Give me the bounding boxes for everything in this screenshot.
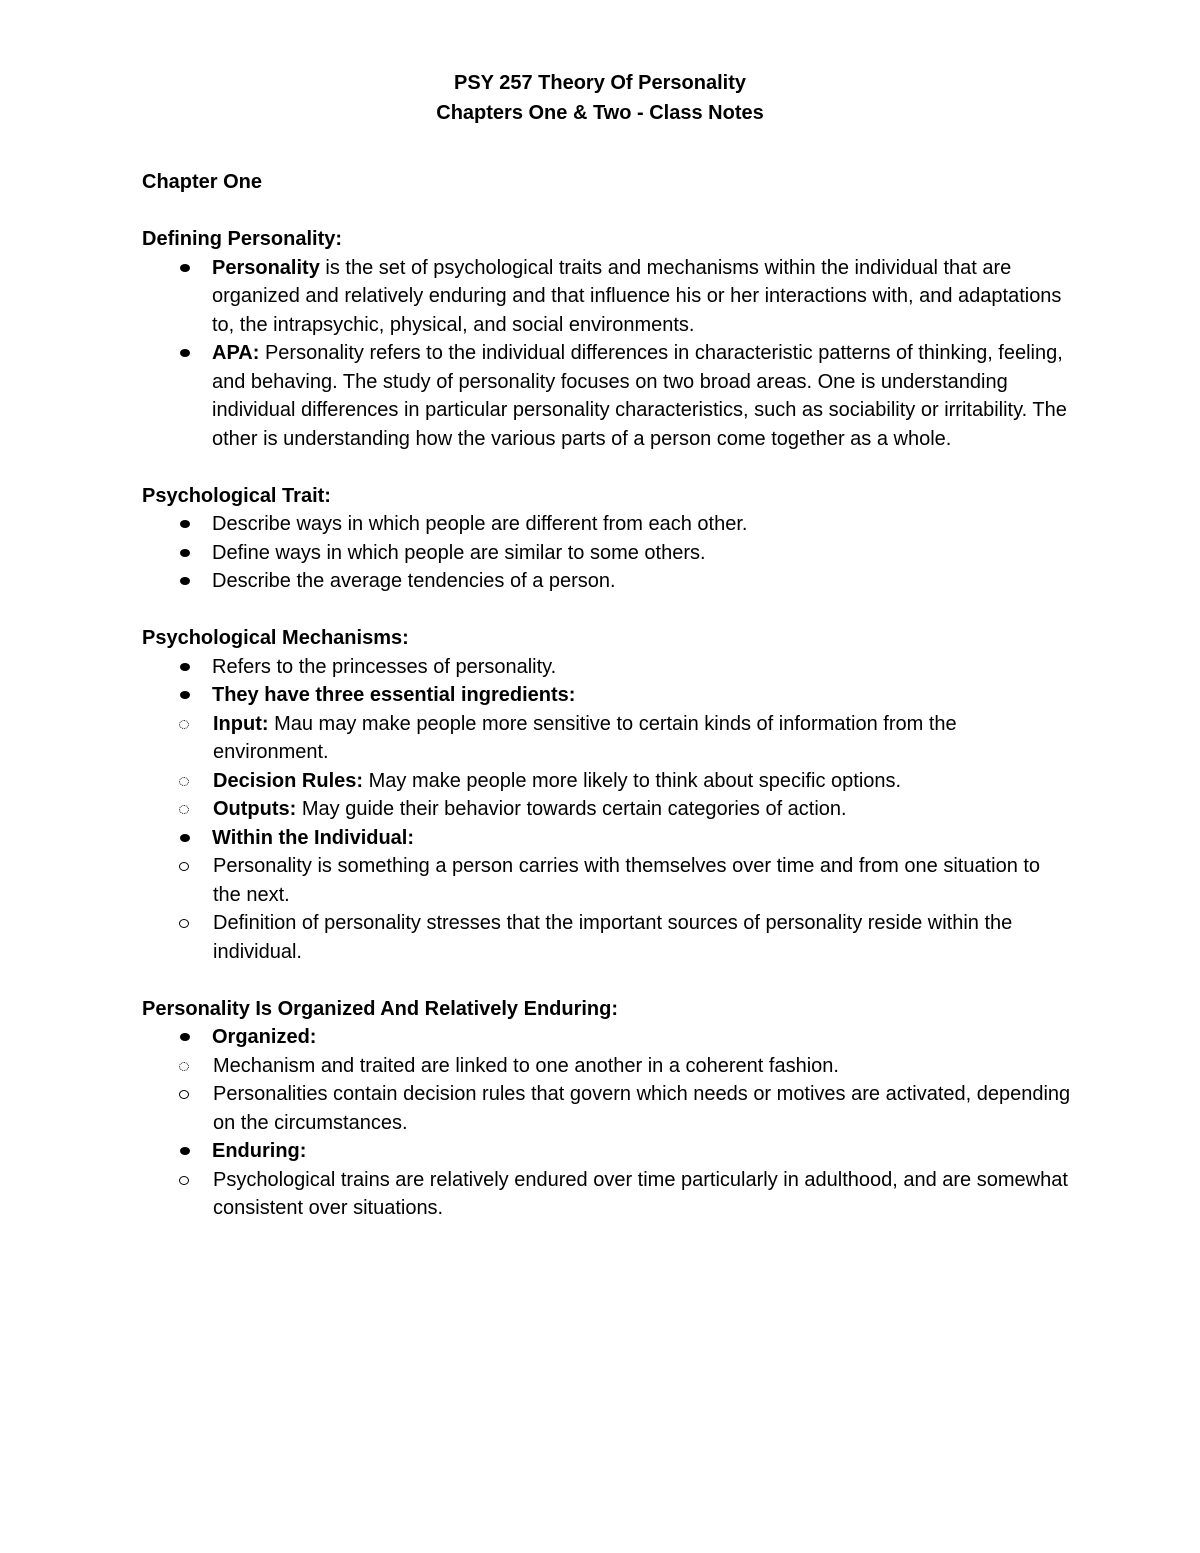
- spacer: [142, 197, 1072, 226]
- sublist-item: [142, 795, 1072, 824]
- document-title: PSY 257 Theory Of Personality: [454, 72, 746, 94]
- list-item-text: Define ways in which people are similar to some others.: [212, 541, 706, 564]
- definition-text: May guide their behavior towards certain categories of action.: [296, 798, 847, 820]
- list-item: [142, 1137, 1072, 1223]
- section-heading-organized: Personality Is Organized And Relatively Enduring:: [142, 997, 619, 1020]
- mechanisms-list: [142, 653, 1072, 967]
- organized-sublist: [142, 1052, 1072, 1138]
- spacer: [142, 596, 1072, 625]
- list-item: [142, 254, 1072, 340]
- hollow-bullet-icon: [179, 1090, 189, 1099]
- list-item: [142, 1023, 1072, 1137]
- sublist-item-text: Personalities contain decision rules that govern which needs or motives are activated, depending on the circumstances.: [213, 1083, 1071, 1134]
- hollow-bullet-icon: [179, 777, 189, 786]
- bullet-icon: [180, 663, 190, 671]
- sublist-item: [142, 852, 1072, 909]
- section-heading-mechanisms: Psychological Mechanisms:: [142, 627, 409, 649]
- hollow-bullet-icon: [179, 862, 189, 871]
- list-item: [142, 567, 1072, 596]
- bullet-icon: [180, 1147, 190, 1155]
- hollow-bullet-icon: [179, 1062, 189, 1071]
- sublist-item: [142, 767, 1072, 796]
- term-outputs: Outputs:: [213, 798, 297, 820]
- list-item-text: They have three essential ingredients:: [212, 684, 576, 706]
- bullet-icon: [180, 264, 190, 272]
- spacer: [142, 453, 1072, 482]
- definition-text: Personality refers to the individual differences in characteristic patterns of thinking, feeling, and behaving. The study of personality focuses on two broad areas. One is understanding individual differences in particular personality characteristics, such as sociability or irritability. The other is understanding how the various parts of a person come together as a whole.: [212, 342, 1067, 450]
- hollow-bullet-icon: [179, 919, 189, 928]
- sublist-item-text: Mechanism and traited are linked to one another in a coherent fashion.: [213, 1054, 839, 1077]
- sublist-item-text: Definition of personality stresses that the important sources of personality reside within the individual.: [213, 912, 1013, 963]
- list-item: [142, 653, 1072, 682]
- organized-list: [142, 1023, 1072, 1223]
- bullet-icon: [180, 577, 190, 585]
- list-item-text: Refers to the princesses of personality.: [212, 655, 557, 678]
- bullet-icon: [180, 1033, 190, 1041]
- list-item-text: Enduring:: [212, 1140, 307, 1162]
- sublist-item: [142, 909, 1072, 966]
- list-item: [142, 510, 1072, 539]
- term-personality: Personality: [212, 256, 320, 279]
- definition-text: is the set of psychological traits and mechanisms within the individual that are organized and relatively enduring and that influence his or her interactions with, and adaptations to, the intrapsychic, physical, and social environments.: [212, 256, 1062, 336]
- bullet-icon: [180, 691, 190, 699]
- definition-text: Mau may make people more sensitive to certain kinds of information from the environment.: [213, 712, 957, 763]
- chapter-heading: Chapter One: [142, 171, 263, 193]
- enduring-sublist: [142, 1166, 1072, 1223]
- sublist-item: [142, 1052, 1072, 1081]
- list-item-text: Within the Individual:: [212, 826, 415, 849]
- list-item: [142, 339, 1072, 453]
- list-item-text: Describe ways in which people are different from each other.: [212, 513, 748, 535]
- bullet-icon: [180, 549, 190, 557]
- term-decision-rules: Decision Rules:: [213, 769, 364, 792]
- sublist-item-text: Personality is something a person carries with themselves over time and from one situation to the next.: [213, 855, 1041, 906]
- bullet-icon: [180, 349, 190, 357]
- term-apa: APA:: [212, 342, 260, 364]
- within-sublist: [142, 852, 1072, 966]
- bullet-icon: [180, 834, 190, 842]
- hollow-bullet-icon: [179, 1176, 189, 1185]
- list-item: [142, 539, 1072, 568]
- document-subtitle: Chapters One & Two - Class Notes: [436, 102, 764, 124]
- trait-list: [142, 510, 1072, 596]
- sublist-item: [142, 1080, 1072, 1137]
- ingredients-sublist: [142, 710, 1072, 824]
- defining-list: [142, 254, 1072, 454]
- spacer: [142, 966, 1072, 995]
- list-item-text: Describe the average tendencies of a person.: [212, 570, 616, 592]
- section-heading-defining: Defining Personality:: [142, 228, 343, 250]
- sublist-item-text: Psychological trains are relatively endured over time particularly in adulthood, and are somewhat consistent over situations.: [213, 1168, 1068, 1219]
- list-item: [142, 824, 1072, 967]
- hollow-bullet-icon: [179, 720, 189, 729]
- hollow-bullet-icon: [179, 805, 189, 814]
- bullet-icon: [180, 520, 190, 528]
- definition-text: May make people more likely to think about specific options.: [363, 769, 902, 792]
- term-input: Input:: [213, 712, 269, 735]
- document-content: [142, 168, 1072, 1223]
- sublist-item: [142, 710, 1072, 767]
- section-heading-trait: Psychological Trait:: [142, 484, 331, 507]
- sublist-item: [142, 1166, 1072, 1223]
- title-block: [0, 68, 1200, 128]
- list-item: [142, 681, 1072, 824]
- list-item-text: Organized:: [212, 1026, 317, 1048]
